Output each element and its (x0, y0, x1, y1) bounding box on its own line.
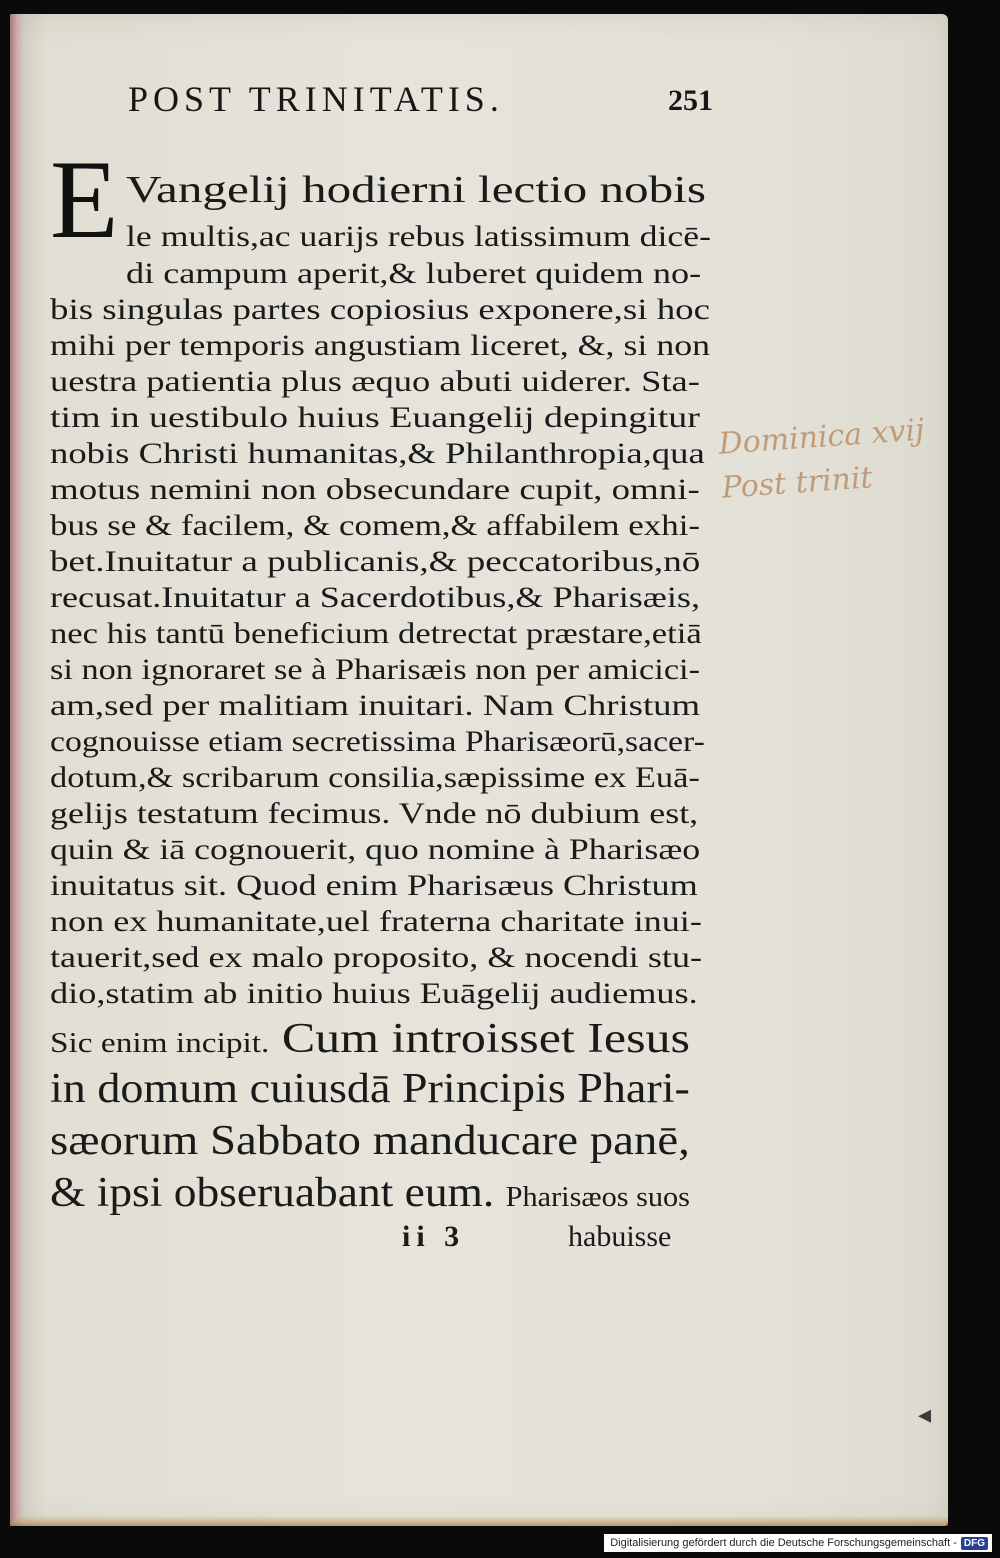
page-corner-mark: ◂ (918, 1400, 932, 1430)
text-line: sæorum Sabbato manducare panē, (50, 1118, 690, 1164)
text-line: Sic enim incipit. Cum introisset Iesus (50, 1016, 690, 1062)
text-line: uestra patientia plus æquo abuti uiderer. Sta- (50, 365, 700, 398)
catchword: habuisse (568, 1220, 672, 1253)
text-line: tauerit,sed ex malo proposito, & nocendi stu- (50, 941, 703, 974)
page-number: 251 (668, 84, 713, 117)
text-line: nobis Christi humanitas,& Philanthropia,qua (50, 437, 705, 470)
text-line: di campum aperit,& luberet quidem no- (126, 257, 702, 290)
text-line: Vangelij hodierni lectio nobis (126, 169, 706, 211)
text-line: si non ignoraret se à Pharisæis non per amicici- (50, 653, 701, 686)
text-line: bis singulas partes copiosius exponere,si hoc (50, 293, 710, 326)
digitization-footer (604, 1534, 992, 1552)
signature-mark: ii 3 (402, 1220, 466, 1253)
text-line: dotum,& scribarum consilia,sæpissime ex Euā- (50, 761, 700, 794)
footer-credit-text: Digitalisierung gefördert durch die Deutsche Forschungsgemeinschaft - (610, 1537, 957, 1549)
text-line: am,sed per malitiam inuitari. Nam Christum (50, 689, 701, 722)
text-line: le multis,ac uarijs rebus latissimum dicē- (126, 220, 711, 253)
text-line: & ipsi obseruabant eum. Pharisæos suos (50, 1170, 690, 1216)
decorated-initial: E (50, 138, 119, 262)
text-line: cognouisse etiam secretissima Pharisæorū,sacer- (50, 725, 705, 758)
text-line: tim in uestibulo huius Euangelij depingitur (50, 401, 700, 434)
dfg-logo-icon: DFG (961, 1537, 988, 1550)
text-line: motus nemini non obsecundare cupit, omni- (50, 473, 700, 506)
text-line: inuitatus sit. Quod enim Pharisæus Christum (50, 869, 698, 902)
text-line: quin & iā cognouerit, quo nomine à Pharisæo (50, 833, 701, 866)
page-spine-edge (10, 14, 24, 1526)
text-line: mihi per temporis angustiam liceret, &, si non (50, 329, 711, 362)
text-line: recusat.Inuitatur a Sacerdotibus,& Pharisæis, (50, 581, 701, 614)
text-line: in domum cuiusdā Principis Phari- (50, 1066, 690, 1112)
page-bottom-edge (12, 1516, 948, 1526)
running-head: POST TRINITATIS. (128, 79, 504, 119)
text-line: bus se & facilem, & comem,& affabilem exhi- (50, 509, 701, 542)
text-line: dio,statim ab initio huius Euāgelij audiemus. (50, 977, 698, 1010)
text-line: non ex humanitate,uel fraterna charitate inui- (50, 905, 702, 938)
text-line: bet.Inuitatur a publicanis,& peccatoribus,nō (50, 545, 701, 578)
text-line: gelijs testatum fecimus. Vnde nō dubium est, (50, 797, 699, 830)
text-line: nec his tantū beneficium detrectat præstare,etiā (50, 617, 702, 650)
handwritten-marginal-note: Dominica xvij Post trinit (717, 412, 926, 506)
